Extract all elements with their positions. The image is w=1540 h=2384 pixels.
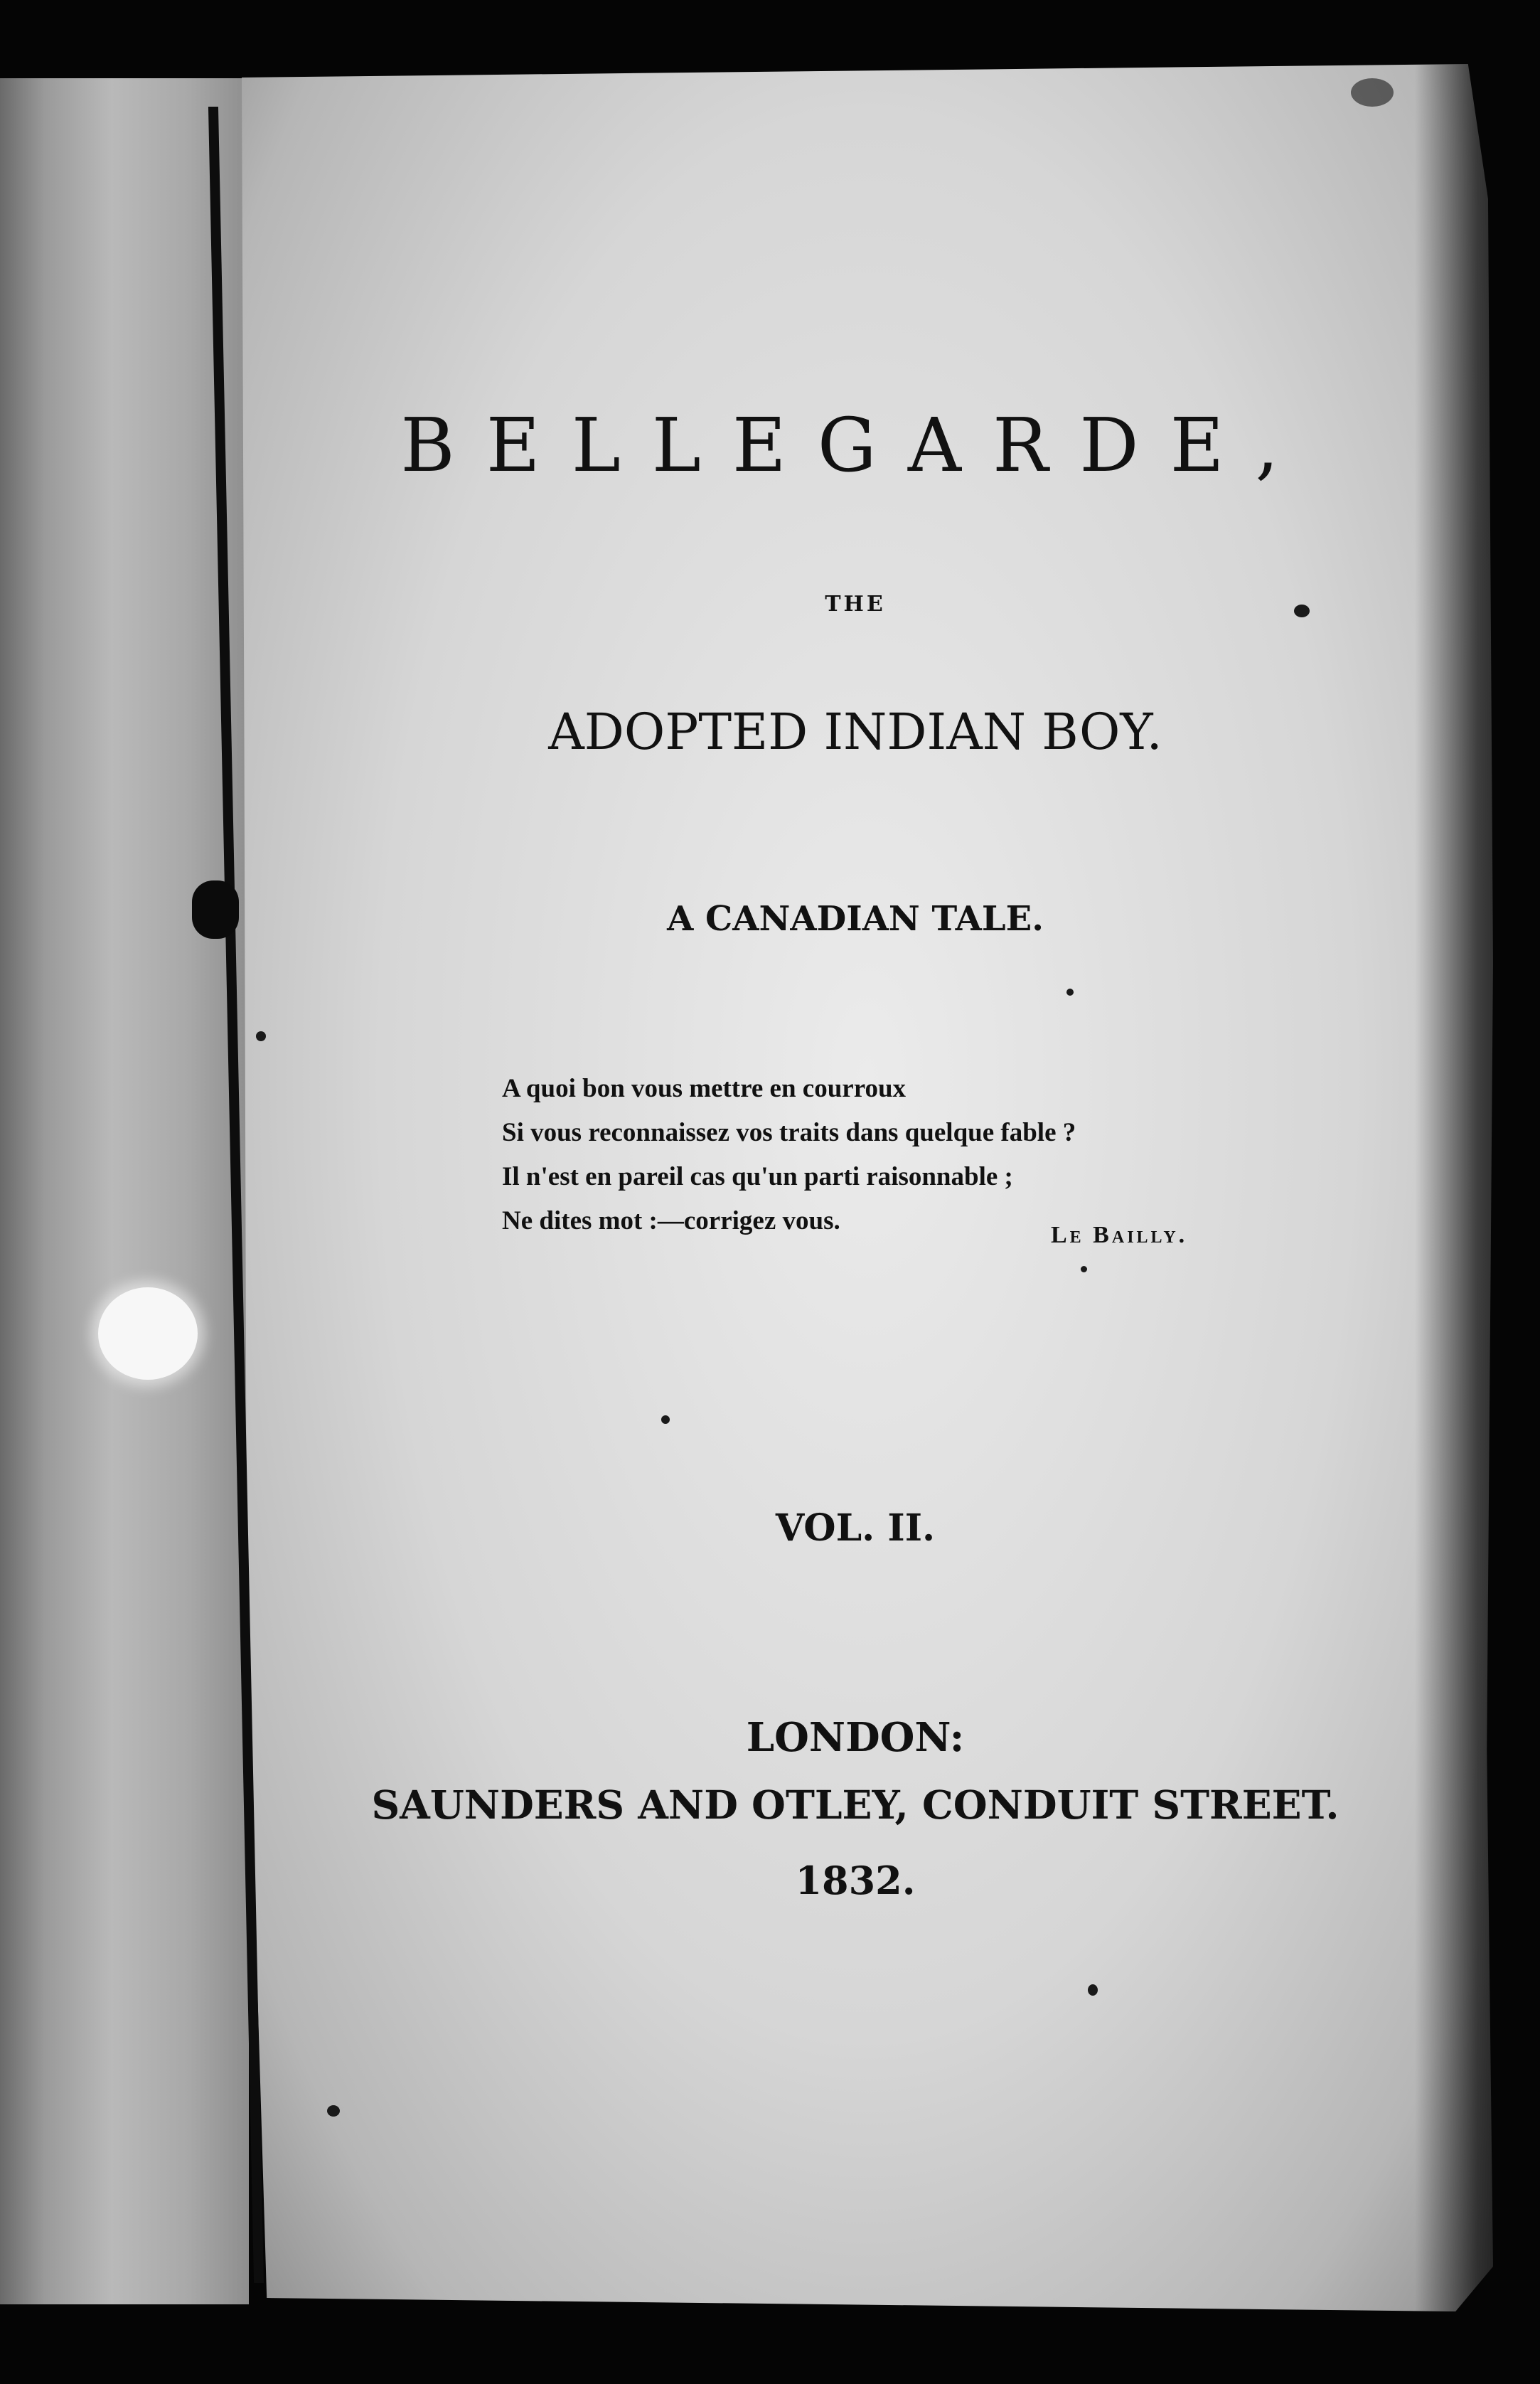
ink-speck (1066, 989, 1074, 996)
epigraph-line: Il n'est en pareil cas qu'un parti raisonnable ; (502, 1162, 1013, 1191)
imprint-city: LONDON: (746, 1714, 965, 1761)
volume-number: VOL. II. (775, 1506, 936, 1550)
title-connector: THE (825, 592, 886, 617)
ink-speck (661, 1415, 670, 1424)
epigraph-attribution: Le Bailly. (1051, 1222, 1188, 1248)
ink-speck (1088, 1984, 1098, 1996)
ink-speck (1351, 78, 1394, 107)
epigraph-line: Ne dites mot :—corrigez vous. (502, 1206, 840, 1235)
ink-speck (327, 2105, 340, 2117)
ink-speck (1081, 1266, 1087, 1272)
book-tagline: A CANADIAN TALE. (667, 899, 1044, 939)
paper-damage-spot (98, 1287, 198, 1380)
epigraph-line: A quoi bon vous mettre en courroux (502, 1074, 907, 1103)
epigraph-line: Si vous reconnaissez vos traits dans quelque fable ? (502, 1118, 1076, 1147)
ink-speck (256, 1031, 266, 1041)
book-subtitle: ADOPTED INDIAN BOY. (548, 703, 1162, 761)
epigraph (502, 1067, 1241, 1243)
imprint-year: 1832. (795, 1858, 916, 1903)
book-title: BELLEGARDE, (400, 402, 1310, 489)
imprint-publisher: SAUNDERS AND OTLEY, CONDUIT STREET. (371, 1782, 1340, 1828)
